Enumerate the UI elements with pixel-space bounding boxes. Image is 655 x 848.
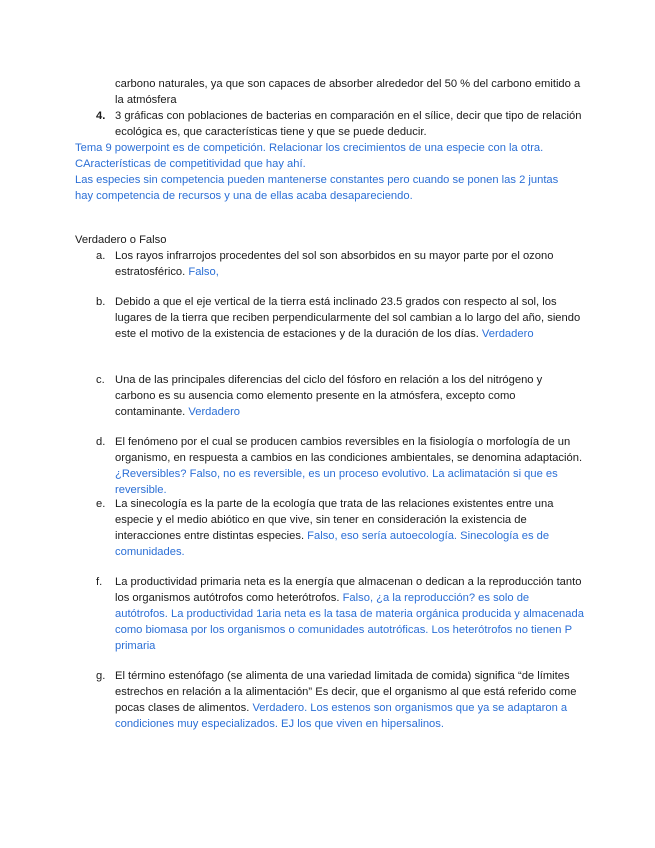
- section-heading: Verdadero o Falso: [75, 234, 167, 246]
- item-c: [115, 372, 585, 420]
- item-e-marker: e.: [96, 498, 106, 510]
- item-a-text: Los rayos infrarrojos procedentes del sol son absorbidos en su mayor parte por el ozono estratosférico.: [115, 250, 554, 278]
- item-f-marker: f.: [96, 576, 103, 588]
- question-4: 3 gráficas con poblaciones de bacterias en comparación en el sílice, decir que tipo de relación ecológica es, que características tiene y que se puede deducir.: [115, 110, 582, 138]
- item-e-answer: Falso, eso sería autoecología. Sinecología es de comunidades.: [115, 530, 550, 558]
- item-a: [115, 248, 585, 280]
- note-line-3: Las especies sin competencia pueden mantenerse constantes pero cuando se ponen las 2 juntas hay competencia de recursos y una de ellas acaba desapareciendo.: [75, 174, 559, 202]
- item-g-marker: g.: [96, 670, 106, 682]
- question-3-continuation: carbono naturales, ya que son capaces de absorber alrededor del 50 % del carbono emitido a la atmósfera: [115, 78, 581, 106]
- item-b-answer: Verdadero: [481, 328, 534, 340]
- item-f-answer: Falso, ¿a la reproducción? es solo de autótrofos. La productividad 1aria neta es la tasa de materia orgánica producida y almacenada como biomasa por los organismos o comunidades autotróficas. Los heterótrofos no tienen P primaria: [115, 592, 584, 652]
- item-e: [115, 496, 585, 560]
- item-e-text: La sinecología es la parte de la ecología que trata de las relaciones existentes entre una especie y el medio abiótico en que vive, sin tener en consideración la existencia de interacciones entre distintas especies.: [115, 498, 554, 542]
- item-d: [115, 434, 585, 498]
- question-4-marker: 4.: [96, 110, 106, 122]
- item-f: [115, 574, 585, 654]
- item-d-marker: d.: [96, 436, 106, 448]
- item-g-text: El término estenófago (se alimenta de una variedad limitada de comida) significa “de límites estrechos en relación a la alimentación” Es decir, que el organismo al que está referido come pocas clases de alimentos.: [115, 670, 577, 714]
- item-b-marker: b.: [96, 296, 106, 308]
- item-g: [115, 668, 585, 732]
- note-line-1: Tema 9 powerpoint es de competición. Relacionar los crecimientos de una especie con la otra.: [75, 142, 544, 154]
- item-c-text: Una de las principales diferencias del ciclo del fósforo en relación a los del nitrógeno y carbono es su ausencia como elemento presente en la atmósfera, excepto como contaminante.: [115, 374, 543, 418]
- item-d-text: El fenómeno por el cual se producen cambios reversibles en la fisiología o morfología de un organismo, en respuesta a cambios en las condiciones ambientales, se denomina adaptación.: [115, 436, 583, 464]
- item-c-answer: Verdadero: [188, 406, 241, 418]
- item-a-marker: a.: [96, 250, 106, 262]
- note-line-2: CAracterísticas de competitividad que hay ahí.: [75, 158, 306, 170]
- item-d-answer: ¿Reversibles? Falso, no es reversible, es un proceso evolutivo. La aclimatación si que es reversible.: [115, 468, 558, 496]
- notes-block: [75, 140, 575, 204]
- item-b-text: Debido a que el eje vertical de la tierra está inclinado 23.5 grados con respecto al sol, los lugares de la tierra que reciben perpendicularmente del sol cambian a lo largo del año, siendo este el motivo de la existencia de estaciones y de la duración de los días.: [115, 296, 581, 340]
- item-f-text: La productividad primaria neta es la energía que almacenan o dedican a la reproducción tanto los organismos autótrofos como heterótrofos.: [115, 576, 582, 604]
- item-c-marker: c.: [96, 374, 105, 386]
- item-g-answer: Verdadero. Los estenos son organismos que ya se adaptaron a condiciones muy especializados. EJ los que viven en hipersalinos.: [115, 702, 568, 730]
- item-b: [115, 294, 585, 342]
- item-a-answer: Falso,: [188, 266, 219, 278]
